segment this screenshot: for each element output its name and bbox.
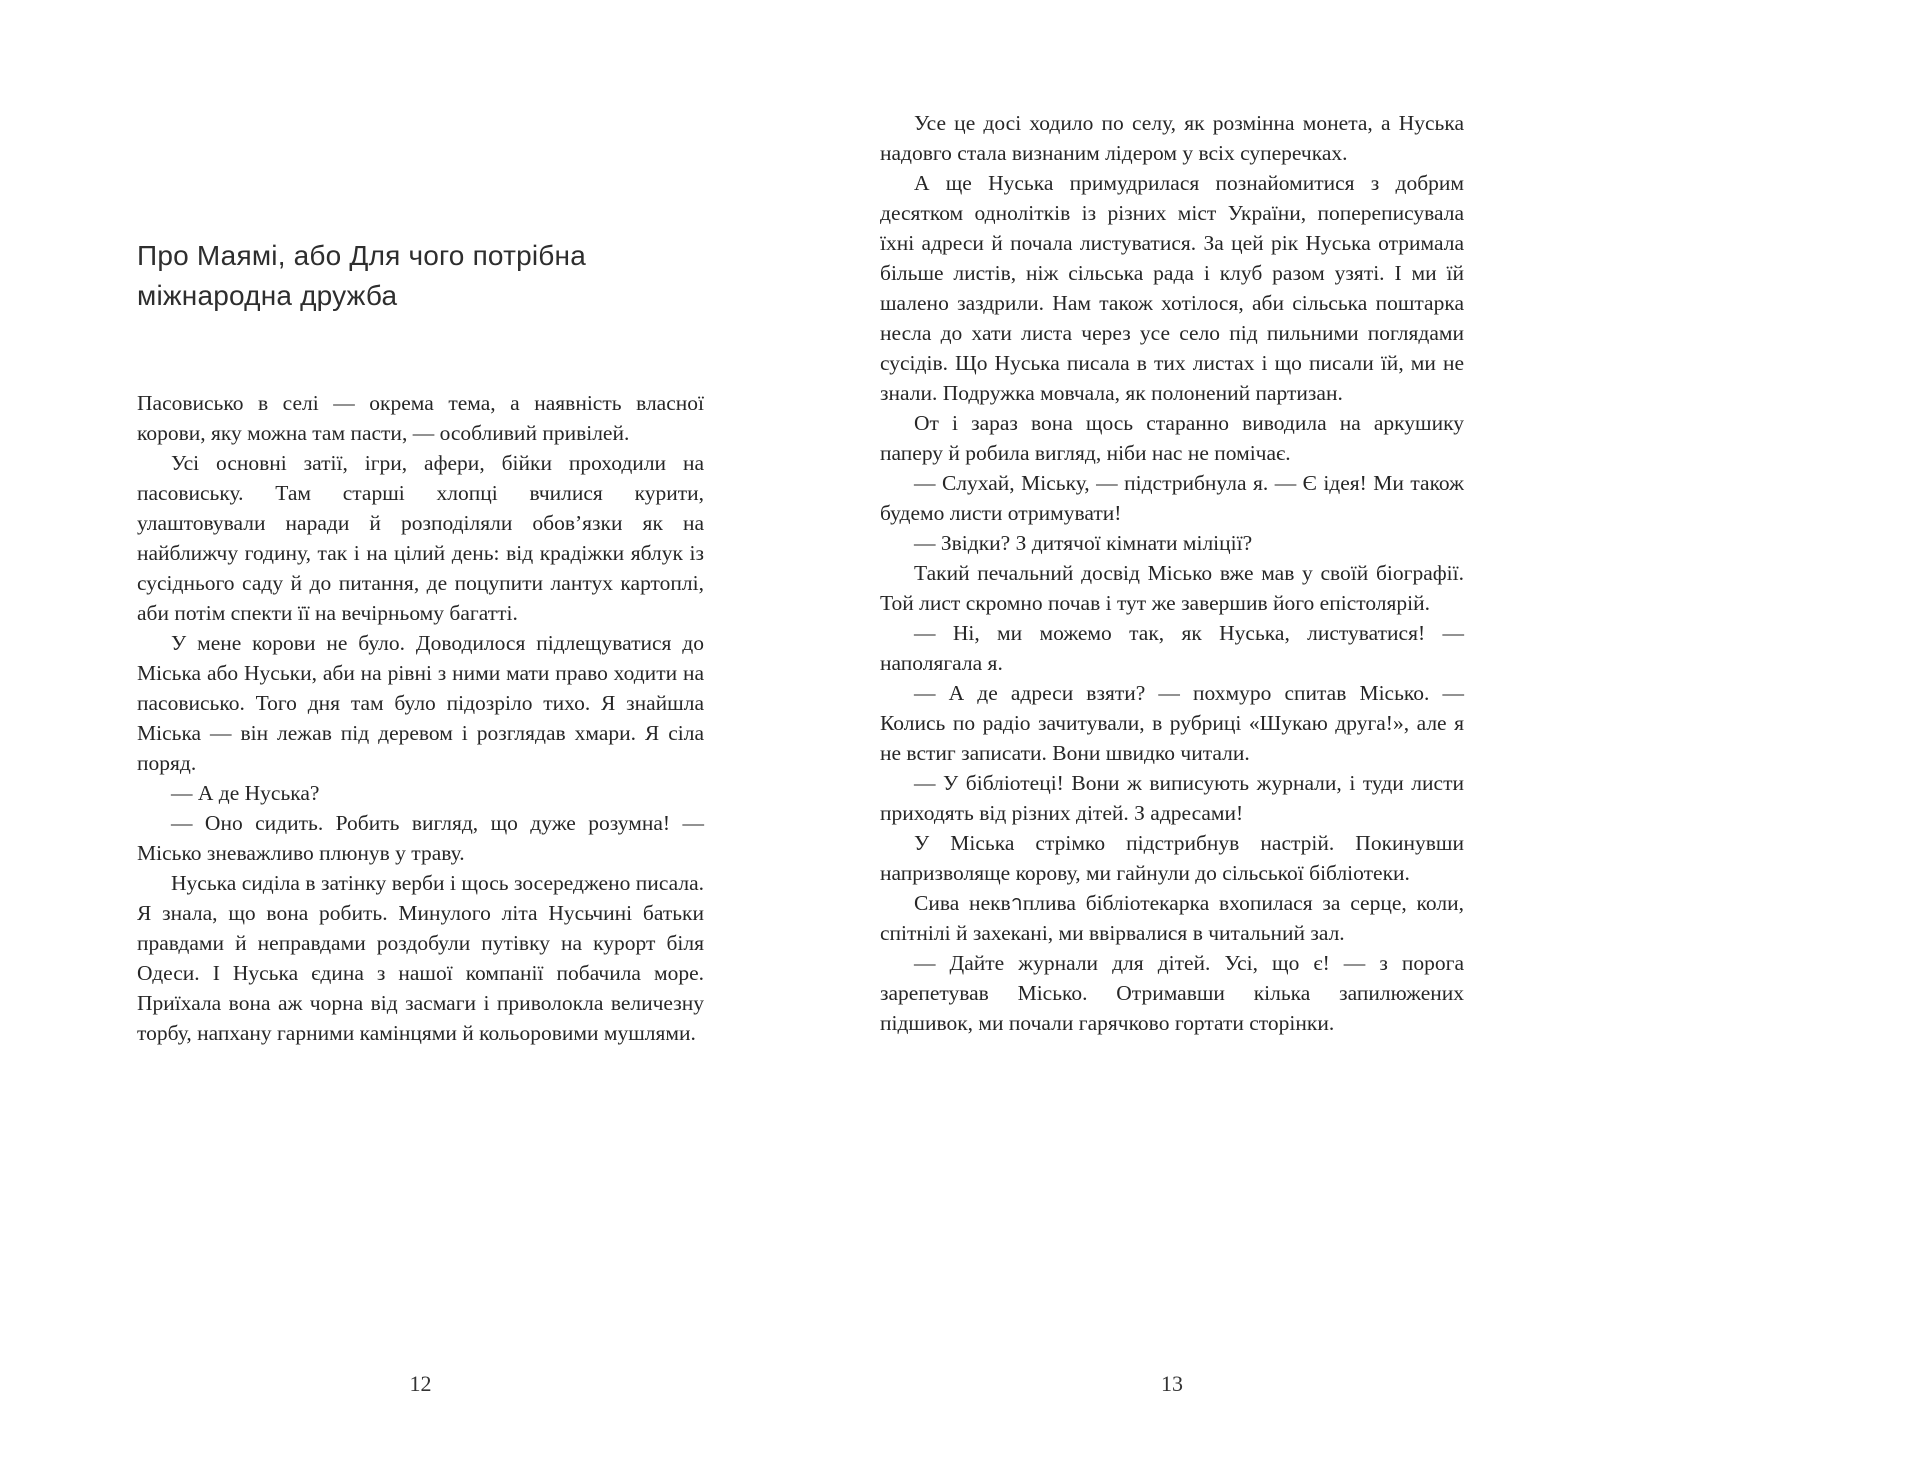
chapter-title: Про Маямі, або Для чого потрібна міжнародна дружба xyxy=(137,240,586,311)
dialogue-paragraph: — Дайте журнали для дітей. Усі, що є! — з порога зарепетував Місько. Отримавши кілька запилюжених підшивок, ми почали гарячково гортати сторінки. xyxy=(880,951,1464,1035)
paragraph: Пасовисько в селі — окрема тема, а наявність власної корови, яку можна там пасти, — особливий привілей. xyxy=(137,391,704,445)
page-number-left: 12 xyxy=(409,1371,432,1396)
paragraph: Усі основні затії, ігри, афери, бійки проходили на пасовиську. Там старші хлопці вчилися курити, улаштовували наради й розподіляли обов’язки як на найближчу годину, так і на цілий день: від крадіжки яблук із сусіднього саду й до питання, де поцупити лантух картоплі, аби потім спекти її на вечірньому багатті. xyxy=(137,451,704,625)
paragraph: У Міська стрімко підстрибнув настрій. Покинувши напризволяще корову, ми гайнули до сільської бібліотеки. xyxy=(880,831,1464,885)
dialogue-paragraph: — Ні, ми можемо так, як Нуська, листуватися! — наполягала я. xyxy=(880,621,1464,675)
dialogue-paragraph: — А де адреси взяти? — похмуро спитав Місько. — Колись по радіо зачитували, в рубриці «Шукаю друга!», але я не встиг записати. Вони швидко читали. xyxy=(880,681,1464,765)
dialogue-paragraph: — Оно сидить. Робить вигляд, що дуже розумна! — Місько зневажливо плюнув у траву. xyxy=(137,811,704,865)
dialogue-paragraph: — А де Нуська? xyxy=(171,781,320,805)
paragraph: Сива неквาплива бібліотекарка вхопилася за серце, коли, спітнілі й захекані, ми ввірвалися в читальний зал. xyxy=(880,891,1464,945)
paragraph: А ще Нуська примудрилася познайомитися з добрим десятком однолітків із різних міст України, попереписувала їхні адреси й почала листуватися. За цей рік Нуська отримала більше листів, ніж сільська рада і клуб разом узяті. І ми їй шалено заздрили. Нам також хотілося, аби сільська поштарка несла до хати листа через усе село під пильними поглядами сусідів. Що Нуська писала в тих листах і що писали їй, ми не знали. Подружка мовчала, як полонений партизан. xyxy=(880,171,1464,405)
page-left-body xyxy=(137,388,704,1048)
page-left xyxy=(137,0,704,1477)
page-right xyxy=(880,0,1464,1477)
paragraph: У мене корови не було. Доводилося підлещуватися до Міська або Нуськи, аби на рівні з ними мати право ходити на пасовисько. Того дня там було підозріло тихо. Я знайшла Міська — він лежав під деревом і розглядав хмари. Я сіла поряд. xyxy=(137,631,704,775)
dialogue-paragraph: — У бібліотеці! Вони ж виписують журнали, і туди листи приходять від різних дітей. З адресами! xyxy=(880,771,1464,825)
page-number-right: 13 xyxy=(1161,1371,1183,1396)
paragraph: Нуська сиділа в затінку верби і щось зосереджено писала. Я знала, що вона робить. Минулого літа Нусьчині батьки правдами й неправдами роздобули путівку на курорт біля Одеси. І Нуська єдина з нашої компанії побачила море. Приїхала вона аж чорна від засмаги і приволокла величезну торбу, напхану гарними камінцями й кольоровими мушлями. xyxy=(137,871,704,1045)
paragraph: Усе це досі ходило по селу, як розмінна монета, а Нуська надовго стала визнаним лідером у всіх суперечках. xyxy=(880,111,1464,165)
page-right-body xyxy=(880,108,1464,1038)
dialogue-paragraph: — Звідки? З дитячої кімнати міліції? xyxy=(914,531,1253,555)
paragraph: Такий печальний досвід Місько вже мав у своїй біографії. Той лист скромно почав і тут же завершив його епістолярій. xyxy=(880,561,1464,615)
dialogue-paragraph: — Слухай, Міську, — підстрибнула я. — Є ідея! Ми також будемо листи отримувати! xyxy=(880,471,1464,525)
paragraph: От і зараз вона щось старанно виводила на аркушику паперу й робила вигляд, ніби нас не помічає. xyxy=(880,411,1464,465)
